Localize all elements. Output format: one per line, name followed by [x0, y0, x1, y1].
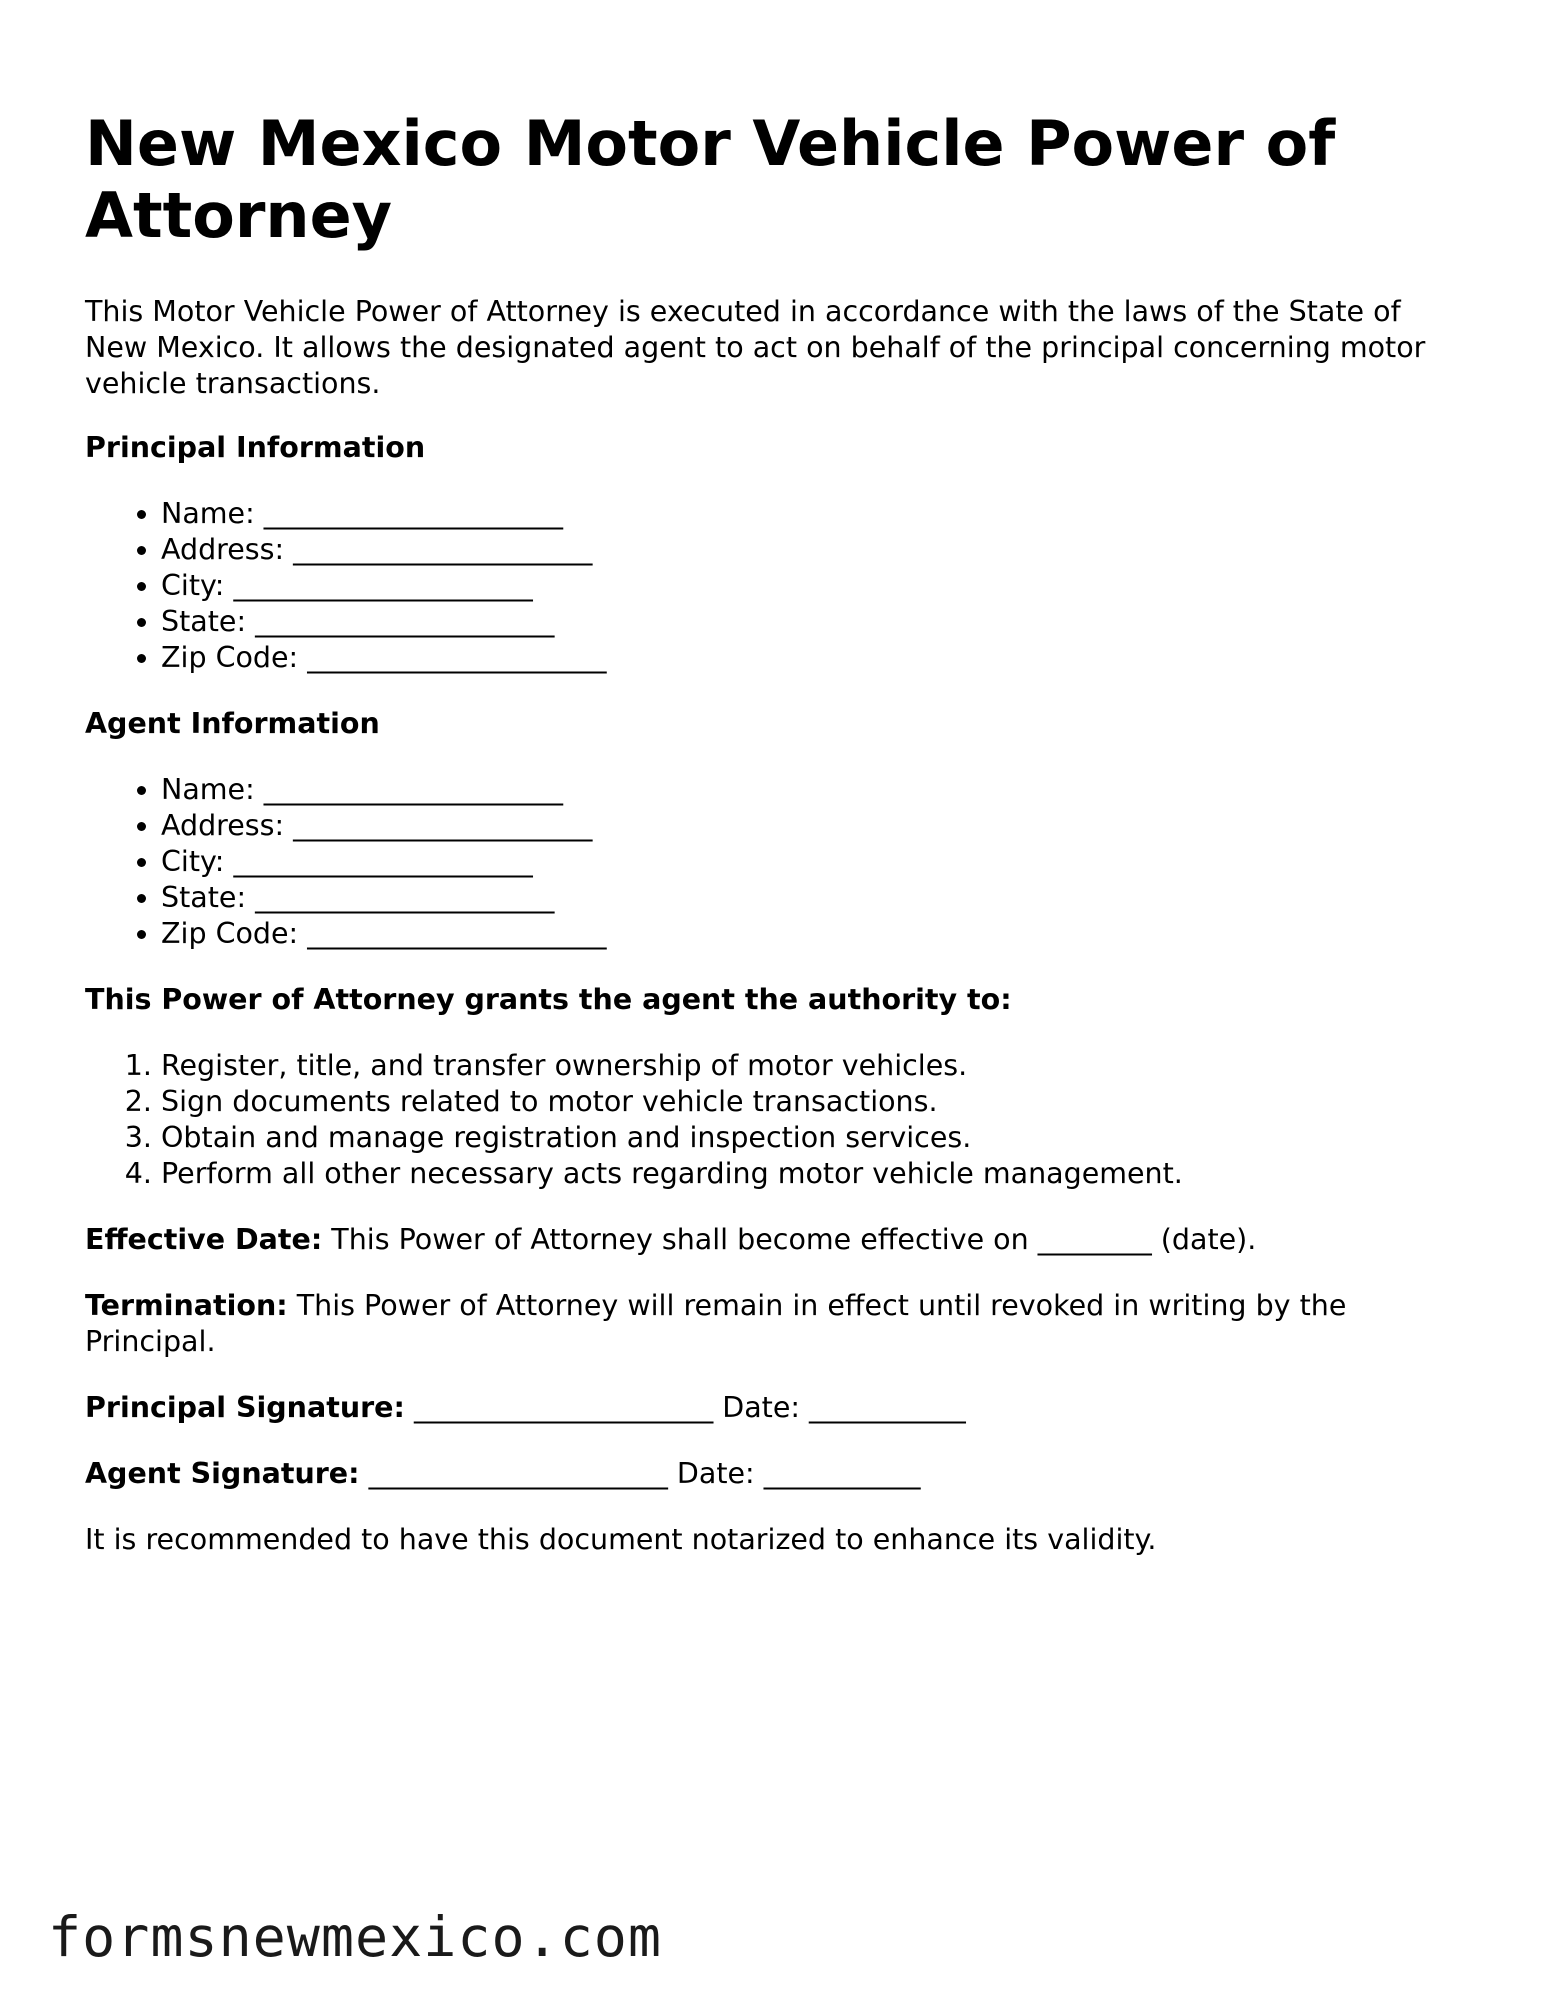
effective-date-paragraph [85, 1222, 1470, 1258]
authority-heading: This Power of Attorney grants the agent the authority to: [85, 983, 1012, 1016]
site-watermark: formsnewmexico.com [48, 1905, 663, 1969]
authority-item: 4. Perform all other necessary acts regarding motor vehicle management. [161, 1156, 1183, 1192]
agent-name-field: • Name: _____________________ [161, 772, 606, 808]
principal-info-list [85, 496, 606, 676]
agent-signature-blanks: _____________________ Date: ___________ [359, 1457, 921, 1490]
agent-city-field: • City: _____________________ [161, 844, 606, 880]
termination-label: Termination: [85, 1289, 288, 1322]
agent-info-heading: Agent Information [85, 707, 380, 740]
document-title: New Mexico Motor Vehicle Power of Attorney [85, 107, 1336, 252]
agent-signature-label: Agent Signature: [85, 1457, 360, 1490]
agent-address-field: • Address: _____________________ [161, 808, 606, 844]
effective-date-label: Effective Date: [85, 1223, 323, 1256]
authority-item: 3. Obtain and manage registration and inspection services. [161, 1120, 1183, 1156]
principal-signature-label: Principal Signature: [85, 1391, 405, 1424]
authority-item: 2. Sign documents related to motor vehicle transactions. [161, 1084, 1183, 1120]
termination-paragraph [85, 1288, 1470, 1360]
principal-info-heading: Principal Information [85, 431, 426, 464]
effective-date-text: This Power of Attorney shall become effective on ________ (date). [322, 1223, 1257, 1256]
authority-item: 1. Register, title, and transfer ownership of motor vehicles. [161, 1048, 1183, 1084]
principal-state-field: • State: _____________________ [161, 604, 606, 640]
principal-signature-line [85, 1390, 1470, 1426]
principal-signature-blanks: _____________________ Date: ___________ [404, 1391, 966, 1424]
notarize-note: It is recommended to have this document notarized to enhance its validity. [85, 1523, 1157, 1556]
agent-state-field: • State: _____________________ [161, 880, 606, 916]
principal-address-field: • Address: _____________________ [161, 532, 606, 568]
agent-info-list [85, 772, 606, 952]
agent-zip-field: • Zip Code: _____________________ [161, 916, 606, 952]
principal-zip-field: • Zip Code: _____________________ [161, 640, 606, 676]
termination-text: This Power of Attorney will remain in effect until revoked in writing by the Principal. [85, 1289, 1347, 1358]
authority-list [85, 1048, 1183, 1192]
principal-city-field: • City: _____________________ [161, 568, 606, 604]
intro-paragraph: This Motor Vehicle Power of Attorney is executed in accordance with the laws of the State of New Mexico. It allows the designated agent to act on behalf of the principal concerning motor vehicle transactions. [85, 295, 1426, 400]
agent-signature-line [85, 1456, 1470, 1492]
principal-name-field: • Name: _____________________ [161, 496, 606, 532]
